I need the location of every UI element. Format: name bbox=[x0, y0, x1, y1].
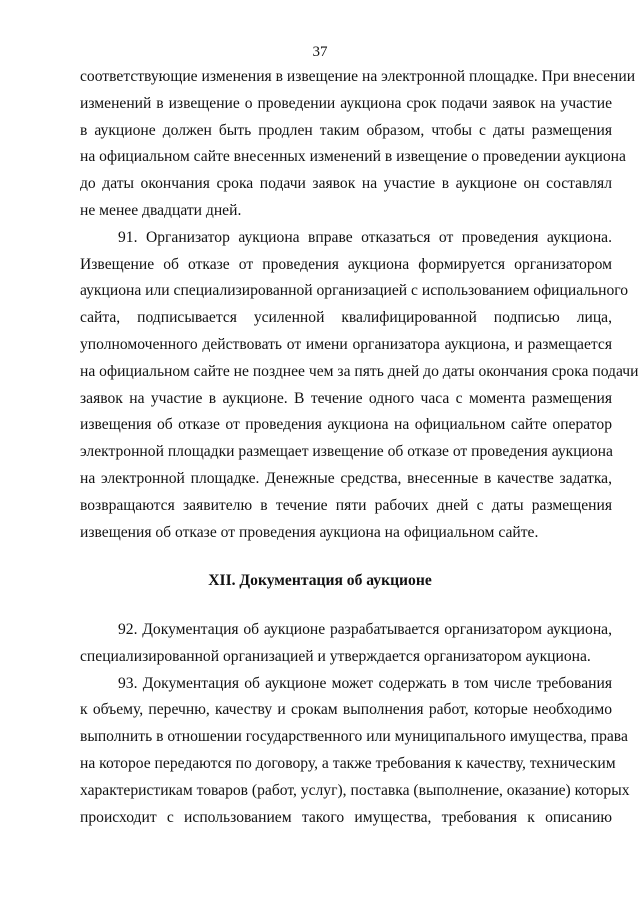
paragraph-line: на которое передаются по договору, а также требования к качеству, техническим bbox=[80, 754, 616, 772]
paragraph-91-first-line: 91. Организатор аукциона вправе отказаться от проведения аукциона. bbox=[118, 228, 612, 246]
paragraph-line: уполномоченного действовать от имени организатора аукциона, и размещается bbox=[80, 335, 612, 353]
paragraph-line: электронной площадки размещает извещение об отказе от проведения аукциона bbox=[80, 443, 613, 461]
paragraph-line: не менее двадцати дней. bbox=[80, 201, 242, 219]
paragraph-line: извещения об отказе от проведения аукциона на официальном сайте. bbox=[80, 523, 539, 541]
paragraph-line: на официальном сайте внесенных изменений в извещение о проведении аукциона bbox=[80, 148, 626, 166]
paragraph-line: извещения об отказе от проведения аукциона на официальном сайте оператор bbox=[80, 416, 612, 434]
document-body-lower bbox=[80, 617, 630, 831]
paragraph-line: на официальном сайте не позднее чем за пять дней до даты окончания срока подачи bbox=[80, 362, 639, 380]
paragraph-line: аукциона или специализированной организацией с использованием официального bbox=[80, 282, 629, 300]
paragraph-92-first-line: 92. Документация об аукционе разрабатывается организатором аукциона, bbox=[118, 621, 612, 638]
paragraph-line: в аукционе должен быть продлен таким образом, чтобы с даты размещения bbox=[80, 121, 612, 139]
paragraph-line: заявок на участие в аукционе. В течение одного часа с момента размещения bbox=[80, 389, 612, 407]
paragraph-line: происходит с использованием такого имущества, требования к описанию bbox=[80, 808, 612, 826]
paragraph-line: выполнить в отношении государственного или муниципального имущества, права bbox=[80, 728, 628, 746]
paragraph-line: Извещение об отказе от проведения аукциона формируется организатором bbox=[80, 255, 612, 273]
paragraph-line: возвращаются заявителю в течение пяти рабочих дней с даты размещения bbox=[80, 496, 612, 514]
paragraph-line: соответствующие изменения в извещение на электронной площадке. При внесении bbox=[80, 68, 636, 85]
paragraph-line: на электронной площадке. Денежные средства, внесенные в качестве задатка, bbox=[80, 469, 612, 487]
paragraph-line: до даты окончания срока подачи заявок на участие в аукционе он составлял bbox=[80, 175, 612, 193]
section-heading: XII. Документация об аукционе bbox=[208, 572, 432, 589]
paragraph-line: сайта, подписывается усиленной квалифицированной подписью лица, bbox=[80, 309, 612, 327]
page-number: 37 bbox=[312, 44, 328, 60]
document-body-upper bbox=[80, 64, 639, 546]
paragraph-line: специализированной организацией и утверждается организатором аукциона. bbox=[80, 647, 591, 665]
paragraph-line: изменений в извещение о проведении аукциона срок подачи заявок на участие bbox=[80, 94, 612, 112]
paragraph-line: характеристикам товаров (работ, услуг), поставка (выполнение, оказание) которых bbox=[80, 781, 630, 799]
paragraph-line: к объему, перечню, качеству и срокам выполнения работ, которые необходимо bbox=[80, 701, 612, 719]
paragraph-93-first-line: 93. Документация об аукционе может содержать в том числе требования bbox=[118, 674, 612, 692]
